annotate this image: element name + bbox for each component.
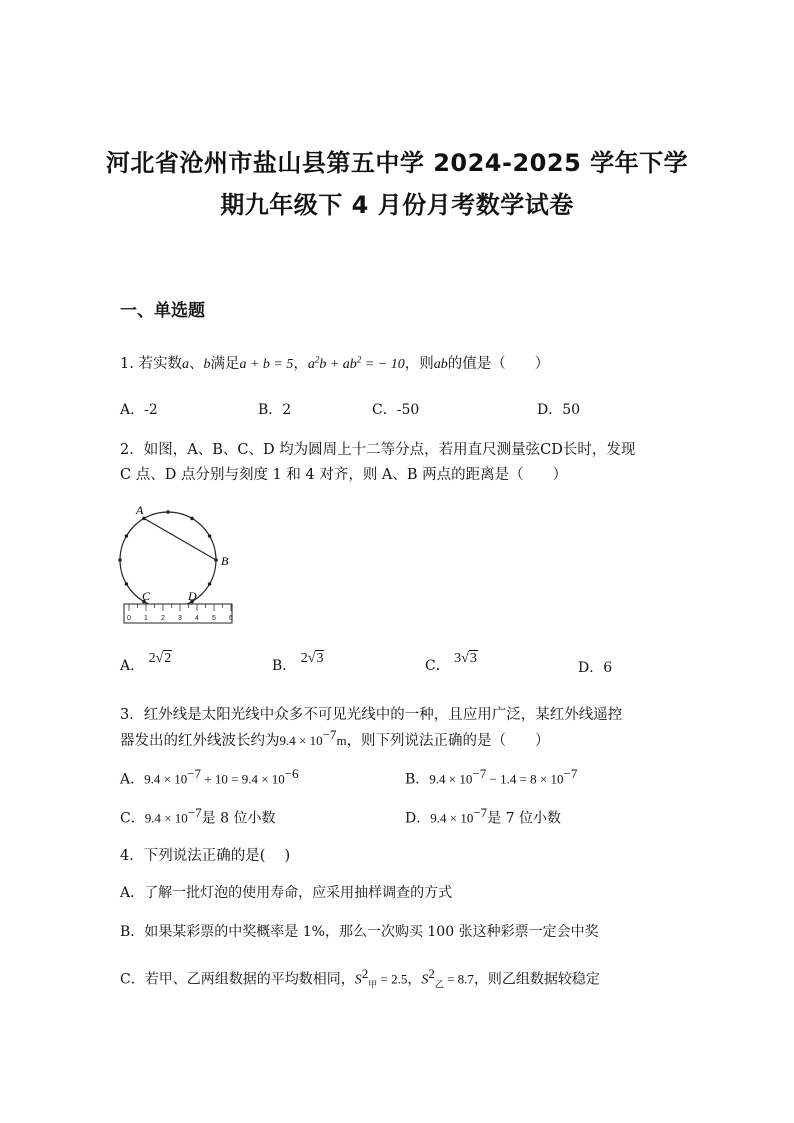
q1-equation-1: a + b = 5 — [239, 357, 294, 372]
q2-option-b[interactable]: B． 2√3 — [272, 651, 324, 674]
q1-text-1: 若实数 — [138, 356, 182, 372]
ruler-tick-5: 5 — [212, 615, 216, 622]
q1-equation-2: $a^2b + ab^2$ = − 10 — [307, 354, 405, 372]
q1-option-c[interactable]: C．-50 — [372, 402, 420, 418]
q1-var-b: b — [203, 357, 211, 372]
q1-var-a: a — [181, 357, 189, 372]
q1-text-2: 满足 — [210, 356, 240, 372]
question-4-stem: 4．下列说法正确的是( ) — [120, 848, 291, 864]
q2-option-a-value: 2√2 — [148, 651, 172, 666]
section-heading: 一、单选题 — [120, 301, 205, 321]
q1-comma: ， — [293, 356, 308, 372]
q1-text-3: ，则 — [404, 356, 434, 372]
q4-option-c[interactable]: C．若甲、乙两组数据的平均数相同，$S^2_甲 = 2.5$，$S^2_乙 = 8.7$，则乙组数据较稳定 — [120, 966, 600, 991]
q2-option-a[interactable]: A． 2√2 — [120, 651, 172, 674]
question-3-line-2: 器发出的红外线波长约为$9.4 \times 10^{-7}m$，则下列说法正确的是（ ） — [120, 727, 550, 749]
q3-option-d[interactable]: D．$9.4 \times 10^{-7}$是 7 位小数 — [405, 805, 561, 827]
q3-option-b[interactable]: B．$9.4 \times 10^{-7} - 1.4 = 8 \times 10^{-7}$ — [405, 766, 578, 788]
twelve-points — [118, 510, 218, 610]
ruler-tick-2: 2 — [161, 615, 165, 622]
q2-option-c-value: 3√3 — [454, 651, 477, 666]
q4-option-b[interactable]: B．如果某彩票的中奖概率是 1%，那么一次购买 100 张这种彩票一定会中奖 — [120, 924, 599, 940]
label-d: D — [188, 589, 197, 603]
question-2-line-1: 2．如图，A、B、C、D 均为圆周上十二等分点，若用直尺测量弦CD长时，发现 — [120, 442, 636, 458]
question-2-line-2: C 点、D 点分别与刻度 1 和 4 对齐，则 A、B 两点的距离是（ ） — [120, 467, 568, 483]
q2-option-d[interactable]: D．6 — [578, 660, 613, 676]
q3-option-c[interactable]: C．$9.4 \times 10^{-7}$是 8 位小数 — [120, 805, 276, 827]
q2-option-b-value: 2√3 — [300, 651, 324, 666]
title-line-1: 河北省沧州市盐山县第五中学 2024-2025 学年下学 — [105, 149, 689, 177]
q2-option-c[interactable]: C． 3√3 — [425, 651, 477, 674]
ruler-tick-6: 6 — [229, 615, 233, 622]
label-b: B — [221, 554, 229, 568]
ruler-tick-3: 3 — [178, 615, 182, 622]
q4-option-a[interactable]: A．了解一批灯泡的使用寿命，应采用抽样调查的方式 — [120, 885, 453, 901]
label-c: C — [142, 589, 151, 603]
q1-option-a[interactable]: A．-2 — [120, 402, 158, 418]
ruler-tick-4: 4 — [195, 615, 199, 622]
circle — [120, 512, 216, 608]
label-a: A — [136, 503, 144, 517]
chord-ab — [144, 518, 216, 560]
ruler-tick-0: 0 — [127, 615, 131, 622]
q1-option-b[interactable]: B．2 — [258, 402, 292, 418]
q1-sep: 、 — [188, 356, 204, 372]
q1-var-ab: ab — [433, 357, 448, 372]
q1-text-4: 的值是（ ） — [447, 356, 550, 372]
title-line-2: 期九年级下 4 月份月考数学试卷 — [220, 191, 574, 219]
q1-number: 1. — [120, 356, 134, 372]
question-3-line-1: 3．红外线是太阳光线中众多不可见光线中的一种，且应用广泛，某红外线遥控 — [120, 707, 623, 723]
q3-option-a[interactable]: A．$9.4 \times 10^{-7} + 10 = 9.4 \times 10^{-6}$ — [120, 766, 299, 788]
question-1-stem — [120, 352, 549, 373]
circle-ruler-figure — [110, 498, 245, 626]
ruler-tick-1: 1 — [144, 615, 148, 622]
q1-option-d[interactable]: D．50 — [537, 402, 581, 418]
